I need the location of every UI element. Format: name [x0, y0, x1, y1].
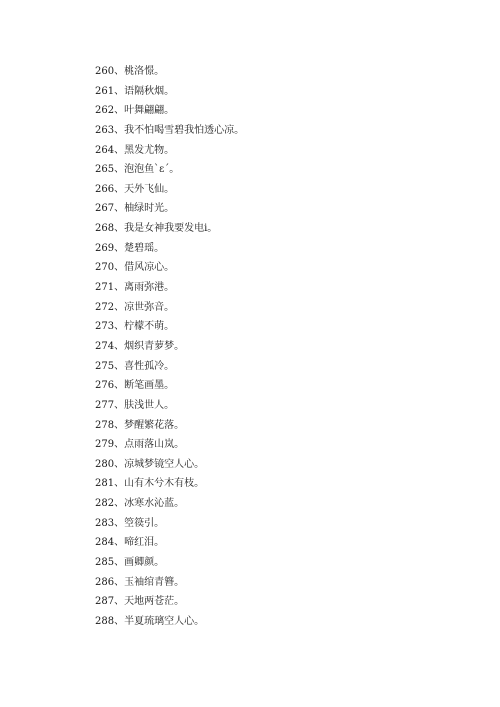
list-item: 274、烟织青萝梦。 — [95, 340, 185, 352]
list-item: 269、楚碧瑶。 — [95, 242, 165, 254]
list-item: 264、黑发尤物。 — [95, 144, 175, 156]
list-item: 277、肤浅世人。 — [95, 399, 175, 411]
list-item: 270、借风凉心。 — [95, 262, 175, 274]
list-item: 287、天地两苍茫。 — [95, 596, 185, 608]
list-item: 282、冰寒水沁蓝。 — [95, 498, 185, 510]
list-item: 285、画卿颜。 — [95, 557, 165, 569]
list-item: 278、梦醒繁花落。 — [95, 419, 185, 431]
list-item: 260、桃洛憬。 — [95, 66, 165, 77]
list-item: 288、半夏琉璃空人心。 — [95, 615, 205, 627]
list-item: 276、断笔画墨。 — [95, 380, 175, 392]
list-item: 273、柠檬不萌。 — [95, 321, 175, 333]
list-item: 272、凉世弥音。 — [95, 301, 175, 313]
list-item: 275、喜性孤冷。 — [95, 360, 175, 372]
list-item: 266、天外飞仙。 — [95, 183, 175, 195]
list-item: 263、我不怕喝雪碧我怕透心凉。 — [95, 124, 245, 136]
list-item: 262、叶舞翩翩。 — [95, 105, 175, 117]
list-item: 283、箜篌引。 — [95, 517, 165, 529]
list-item: 267、柚绿时光。 — [95, 203, 175, 215]
list-item: 286、玉袖绾青簪。 — [95, 576, 185, 588]
list-item: 279、点雨落山岚。 — [95, 439, 185, 451]
list-item: 268、我是女神我要发电ⅰ。 — [95, 223, 218, 235]
list-item: 271、离雨弥港。 — [95, 282, 175, 294]
list-item: 261、语隔秋烟。 — [95, 85, 175, 97]
list-item: 281、山有木兮木有枝。 — [95, 478, 205, 490]
list-item: 284、啼红泪。 — [95, 537, 165, 549]
list-item: 280、凉城梦镜空人心。 — [95, 458, 205, 470]
list-item: 265、泡泡鱼ˋεˊ。 — [95, 164, 180, 176]
name-list — [95, 62, 244, 632]
